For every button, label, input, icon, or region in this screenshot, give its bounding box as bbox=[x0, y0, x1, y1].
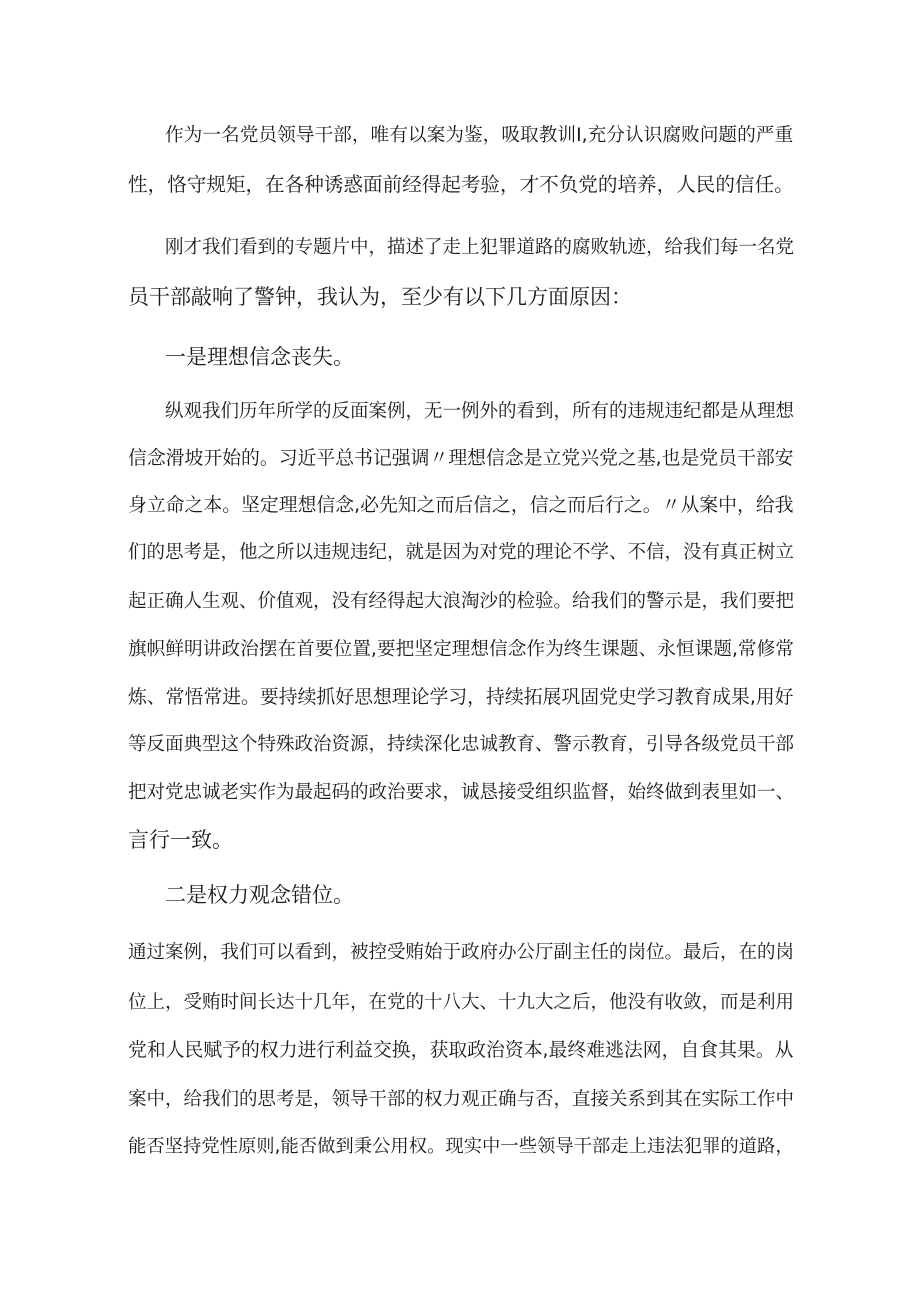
text-line: 等反面典型这个特殊政治资源，持续深化忠诚教育、警示教育，引导各级党员干部 bbox=[128, 734, 795, 755]
text-line: 们的思考是，他之所以违规违纪，就是因为对党的理论不学、不信，没有真正树立 bbox=[128, 542, 795, 563]
text-line: 信念滑坡开始的。习近平总书记强调〃理想信念是立党兴党之基,也是党员干部安 bbox=[128, 448, 794, 469]
text-line: 旗帜鲜明讲政治摆在首要位置,要把坚定理想信念作为终生课题、永恒课题,常修常 bbox=[128, 639, 794, 660]
text-line: 员干部敲响了警钟，我认为，至少有以下几方面原因： bbox=[128, 285, 632, 309]
text-line: 作为一名党员领导干部，唯有以案为鉴，吸取教训Ⅰ,充分认识腐败问题的严重 bbox=[165, 125, 794, 146]
text-line: 把对党忠诚老实作为最起码的政治要求，诚恳接受组织监督，始终做到表里如一、 bbox=[128, 782, 795, 803]
text-line: 党和人民赋予的权力进行利益交换，获取政治资本,最终难逃法网，自食其果。从 bbox=[128, 1040, 794, 1061]
text-line: 通过案例，我们可以看到，被控受贿始于政府办公厅副主任的岗位。最后，在的岗 bbox=[128, 942, 795, 963]
text-line: 言行一致。 bbox=[128, 828, 233, 852]
section-heading: 二是权力观念错位。 bbox=[165, 883, 354, 907]
text-line: 能否坚持党性原则,能否做到秉公用权。现实中一些领导干部走上违法犯罪的道路， bbox=[128, 1136, 794, 1157]
text-line: 纵观我们历年所学的反面案例，无一例外的看到，所有的违规违纪都是从理想 bbox=[165, 401, 795, 422]
section-heading: 一是理想信念丧失。 bbox=[165, 345, 354, 369]
text-line: 身立命之本。坚定理想信念,必先知之而后信之，信之而后行之。〃从案中，给我 bbox=[128, 495, 794, 516]
text-line: 起正确人生观、价值观，没有经得起大浪淘沙的检验。给我们的警示是，我们要把 bbox=[128, 591, 795, 612]
text-line: 性，恪守规矩，在各种诱惑面前经得起考验，才不负党的培养，人民的信任。 bbox=[128, 173, 794, 196]
text-line: 案中，给我们的思考是，领导干部的权力观正确与否，直接关系到其在实际工作中 bbox=[128, 1089, 795, 1110]
text-line: 刚才我们看到的专题片中，描述了走上犯罪道路的腐败轨迹，给我们每一名党 bbox=[165, 237, 795, 258]
text-line: 炼、常悟常进。要持续抓好思想理论学习，持续拓展巩固党史学习教育成果,用好 bbox=[128, 687, 794, 708]
text-line: 位上，受贿时间长达十几年，在党的十八大、十九大之后，他没有收敛，而是利用 bbox=[128, 992, 795, 1013]
